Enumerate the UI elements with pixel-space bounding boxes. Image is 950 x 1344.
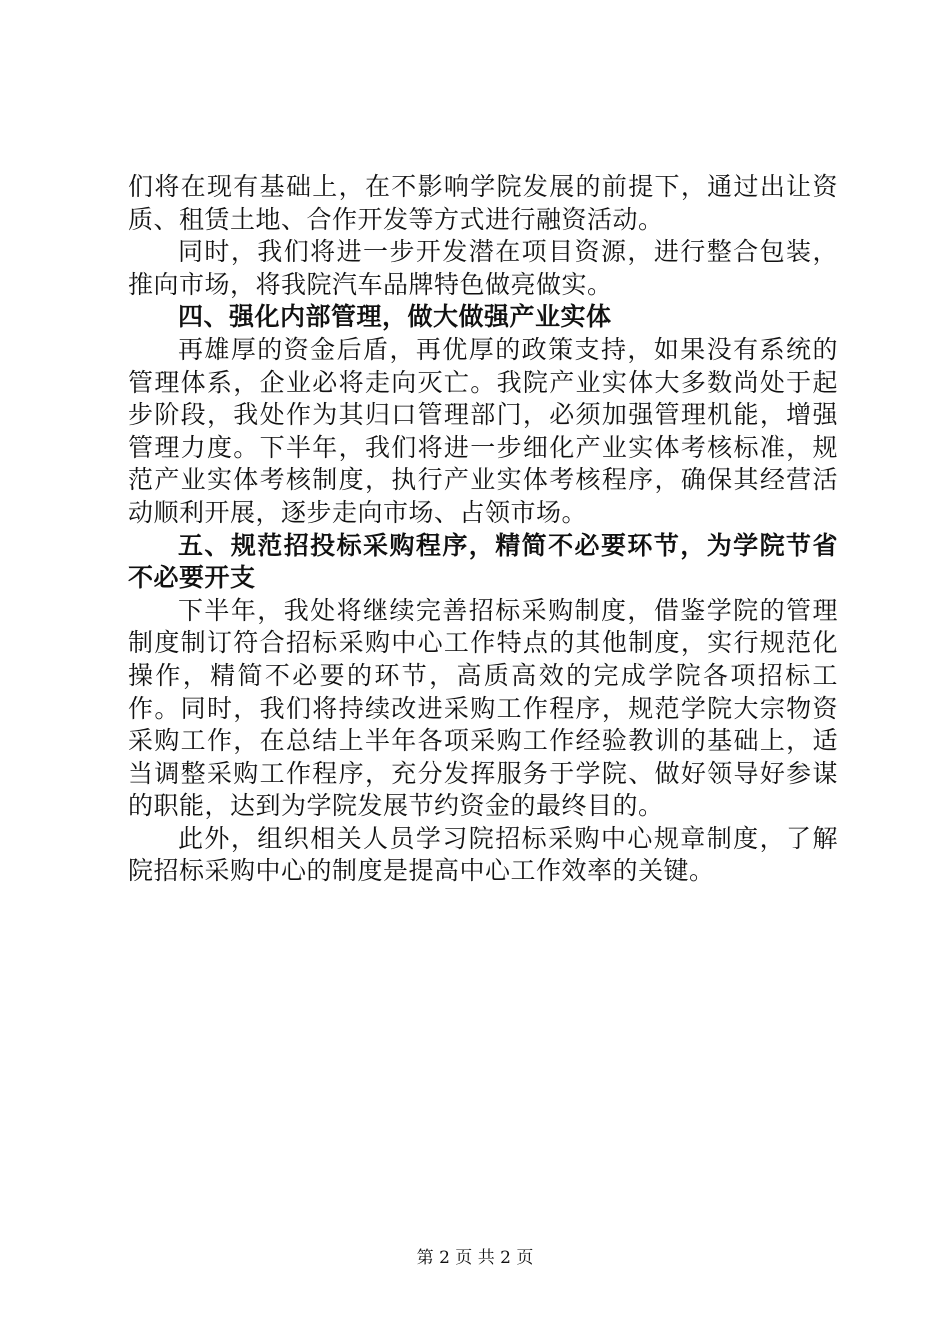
paragraph-continuation: 们将在现有基础上，在不影响学院发展的前提下，通过出让资质、租赁土地、合作开发等方式进行融资活动。 [128,172,838,234]
paragraph: 同时，我们将进一步开发潜在项目资源，进行整合包装，推向市场，将我院汽车品牌特色做亮做实。 [128,237,838,299]
document-body [128,171,838,888]
paragraph: 再雄厚的资金后盾，再优厚的政策支持，如果没有系统的管理体系，企业必将走向灭亡。我院产业实体大多数尚处于起步阶段，我处作为其归口管理部门，必须加强管理机能，增强管理力度。下半年，我们将进一步细化产业实体考核标准，规范产业实体考核制度，执行产业实体考核程序，确保其经营活动顺利开展，逐步走向市场、占领市场。 [128,334,838,527]
section-heading-5: 五、规范招投标采购程序，精简不必要环节，为学院节省不必要开支 [128,530,838,593]
paragraph: 下半年，我处将继续完善招标采购制度，借鉴学院的管理制度制订符合招标采购中心工作特点的其他制度，实行规范化操作，精简不必要的环节，高质高效的完成学院各项招标工作。同时，我们将持续改进采购工作程序，规范学院大宗物资采购工作，在总结上半年各项采购工作经验教训的基础上，适当调整采购工作程序，充分发挥服务于学院、做好领导好参谋的职能，达到为学院发展节约资金的最终目的。 [128,595,838,821]
section-heading-4: 四、强化内部管理，做大做强产业实体 [178,302,612,332]
paragraph: 此外，组织相关人员学习院招标采购中心规章制度，了解院招标采购中心的制度是提高中心工作效率的关键。 [128,823,838,886]
page-number-footer: 第 2 页 共 2 页 [416,1248,534,1268]
